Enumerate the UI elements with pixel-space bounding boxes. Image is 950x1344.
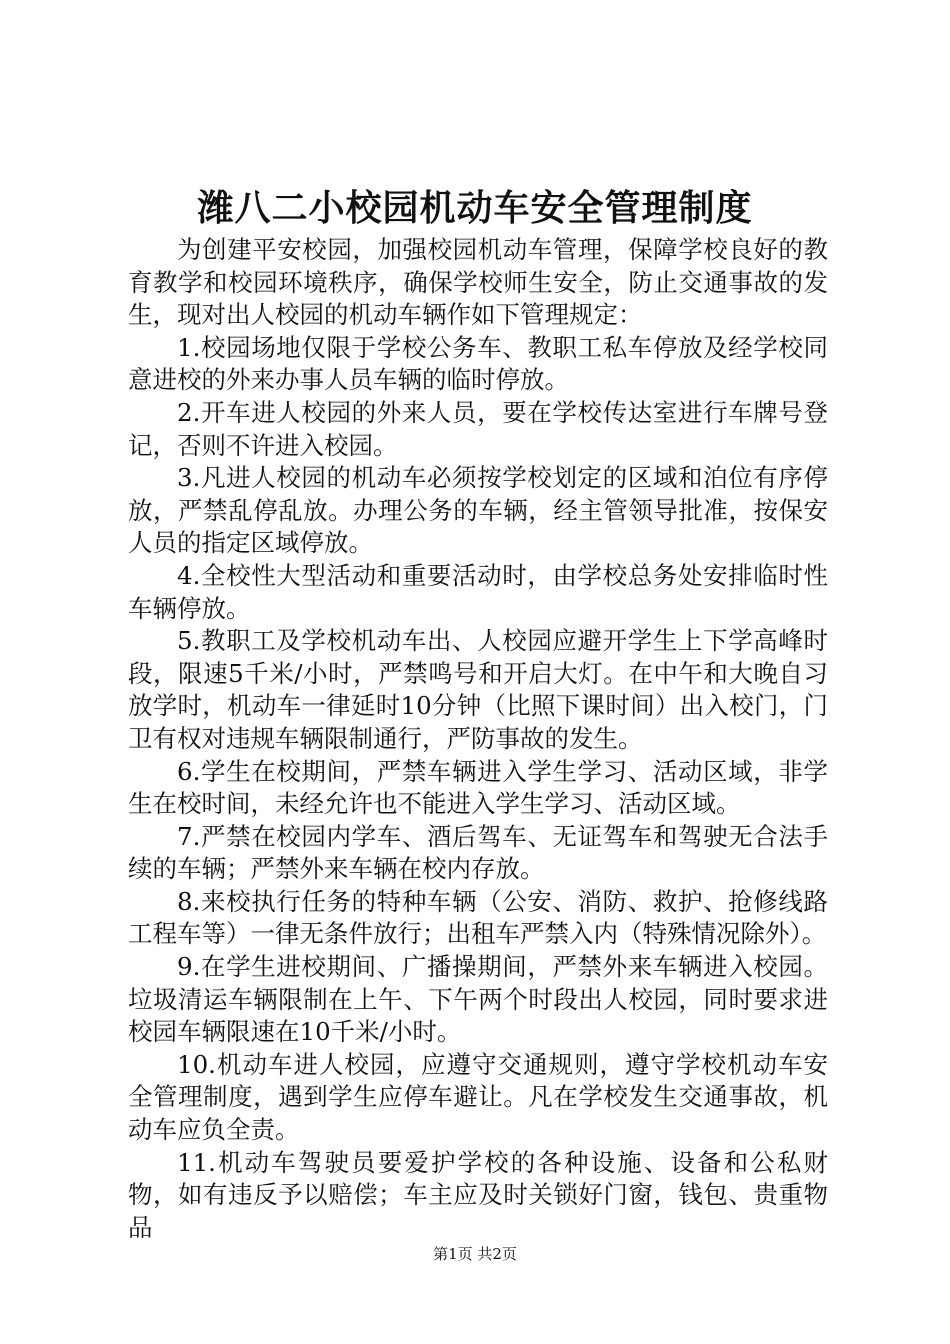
rule-paragraph-10: 10.机动车进人校园，应遵守交通规则，遵守学校机动车安全管理制度，遇到学生应停车避让。凡在学校发生交通事故，机动车应负全责。 xyxy=(128,1049,828,1145)
document-body xyxy=(128,234,828,1244)
intro-paragraph: 为创建平安校园，加强校园机动车管理，保障学校良好的教育教学和校园环境秩序，确保学校师生安全，防止交通事故的发生，现对出人校园的机动车辆作如下管理规定： xyxy=(128,235,828,330)
page-footer: 第1页 共2页 xyxy=(433,1245,517,1263)
rule-paragraph-1: 1.校园场地仅限于学校公务车、教职工私车停放及经学校同意进校的外来办事人员车辆的临时停放。 xyxy=(128,332,828,395)
rule-paragraph-6: 6.学生在校期间，严禁车辆进入学生学习、活动区域，非学生在校时间，未经允许也不能进入学生学习、活动区域。 xyxy=(128,756,828,819)
rule-paragraph-4: 4.全校性大型活动和重要活动时，由学校总务处安排临时性车辆停放。 xyxy=(128,560,828,623)
rule-paragraph-9: 9.在学生进校期间、广播操期间，严禁外来车辆进入校园。垃圾清运车辆限制在上午、下午两个时段出人校园，同时要求进校园车辆限速在10千米/小时。 xyxy=(128,952,828,1047)
rule-paragraph-5: 5.教职工及学校机动车出、人校园应避开学生上下学高峰时段，限速5千米/小时，严禁鸣号和开启大灯。在中午和大晚自习放学时，机动车一律延时10分钟（比照下课时间）出入校门，门卫有权对违规车辆限制通行，严防事故的发生。 xyxy=(128,626,828,753)
rule-paragraph-8: 8.来校执行任务的特种车辆（公安、消防、救护、抢修线路工程车等）一律无条件放行；出租车严禁入内（特殊情况除外）。 xyxy=(128,886,828,949)
rule-paragraph-3: 3.凡进人校园的机动车必须按学校划定的区域和泊位有序停放，严禁乱停乱放。办理公务的车辆，经主管领导批准，按保安人员的指定区域停放。 xyxy=(128,463,828,558)
rule-paragraph-7: 7.严禁在校园内学车、酒后驾车、无证驾车和驾驶无合法手续的车辆；严禁外来车辆在校内存放。 xyxy=(128,821,828,884)
rule-paragraph-2: 2.开车进人校园的外来人员，要在学校传达室进行车牌号登记，否则不许进入校园。 xyxy=(128,397,828,460)
rule-paragraph-11: 11.机动车驾驶员要爱护学校的各种设施、设备和公私财物，如有违反予以赔偿；车主应及时关锁好门窗，钱包、贵重物品 xyxy=(128,1147,828,1242)
document-title: 潍八二小校园机动车安全管理制度 xyxy=(197,187,753,229)
